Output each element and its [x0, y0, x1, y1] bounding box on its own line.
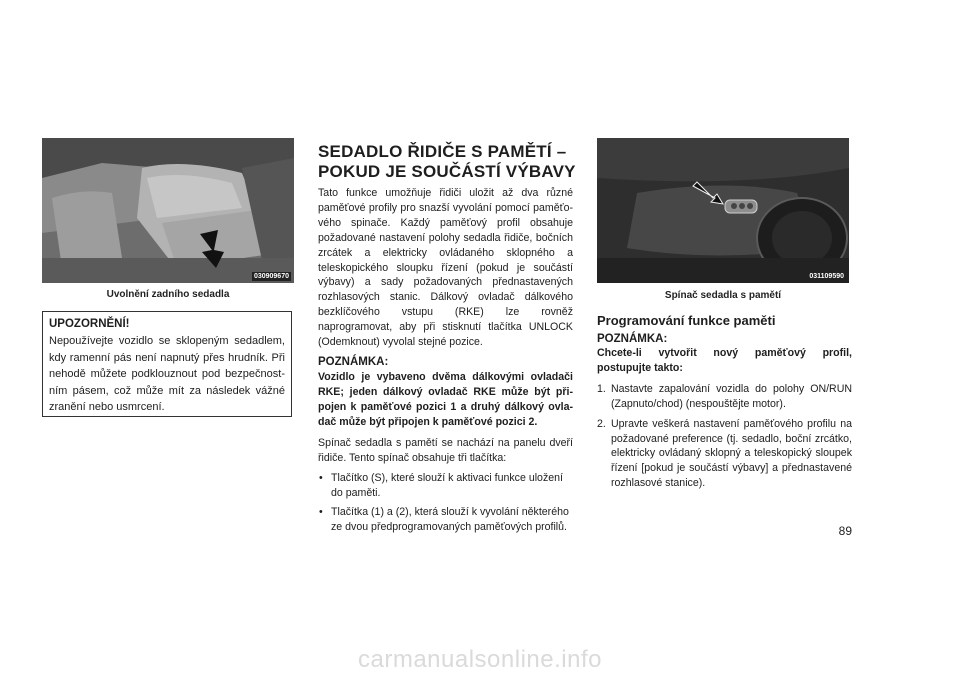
switch-paragraph: Spínač sedadla s pamětí se nachází na panelu dveří řidiče. Tento spínač obsahuje tři tlačítka: [318, 436, 573, 464]
step-number: 2. [597, 417, 606, 430]
photo-id: 031109590 [809, 273, 844, 280]
note-heading: POZNÁMKA: [597, 333, 668, 345]
list-item [597, 382, 852, 412]
step-text: Upravte veškerá nastavení paměťového profilu na požadované preference (tj. sedadlo, boční zrcátko, elektricky ovládaný sklopný a teleskopický sloupek řízení [pokud je součástí výbavy] a přednastavené rozhlasové stanice). [611, 417, 852, 490]
note-bold-text: Vozidlo je vybaveno dvěma dálkovými ovladači RKE; jeden dálkový ovladač RKE může být připojen k paměťové pozici 1 a druhý dálkový ovladač může být připojen k paměťové pozici 2. [318, 370, 573, 428]
steps-list [597, 382, 852, 491]
page-number: 89 [838, 524, 852, 538]
button-list [318, 471, 573, 535]
list-item: • Tlačítko (S), které slouží k aktivaci funkce uložení do paměti. [318, 471, 573, 501]
subsection-body [597, 333, 852, 496]
watermark: carmanualsonline.info [358, 646, 602, 673]
list-item [597, 417, 852, 492]
section-heading: SEDADLO ŘIDIČE S PAMĚTÍ – POKUD JE SOUČÁSTÍ VÝBAVY [318, 142, 576, 181]
door-panel-illustration [597, 138, 849, 283]
photo-caption: Spínač sedadla s pamětí [664, 290, 782, 301]
subsection-heading: Programování funkce paměti [597, 313, 776, 328]
list-item: • Tlačítka (1) a (2), která slouží k vyvolání některého ze dvou předprogramovaných paměťových profilů. [318, 505, 573, 535]
photo-id: 030909670 [253, 273, 289, 280]
photo-caption: Uvolnění zadního sedadla [106, 289, 230, 300]
intro-paragraph: Tato funkce umožňuje řidiči uložit až dva různé paměťové profily pro snazší vyvolání pomocí paměťového spinače. Každý paměťový profil obsahuje požadované nastavení polohy sedadla řidiče, bočních zrcátek a elektricky ovládaného sklopného a teleskopického sloupku řízení (pokud je součástí výbavy) a sady požadovaných přednastavených rozhlasových stanic. Dálkový ovladač dálkového bezklíčového vstupu (RKE) lze rovněž naprogramovat, aby při stisknutí tlačítka UNLOCK (Odemknout) vyvolal stejné pozice. [318, 187, 573, 349]
step-number: 1. [597, 382, 606, 395]
rear-seat-release-photo [42, 138, 294, 283]
warning-text: Nepoužívejte vozidlo se sklopeným sedadlem, kdy ramenní pás není napnutý přes hrudník. Při nehodě můžete podklouznout pod bezpečnostním pásem, což může mít za následek vážné zranění nebo usmrcení. [49, 335, 285, 414]
warning-box [42, 311, 292, 417]
memory-switch-photo [597, 138, 849, 283]
rear-seat-illustration [42, 138, 294, 283]
step-text: Nastavte zapalování vozidla do polohy ON/RUN (Zapnuto/chod) (nespouštějte motor). [611, 382, 852, 410]
note-bold-text: Chcete-li vytvořit nový paměťový profil, postupujte takto: [597, 347, 852, 374]
warning-title: UPOZORNĚNÍ! [49, 318, 130, 330]
section-body [318, 186, 573, 539]
note-heading: POZNÁMKA: [318, 355, 389, 368]
